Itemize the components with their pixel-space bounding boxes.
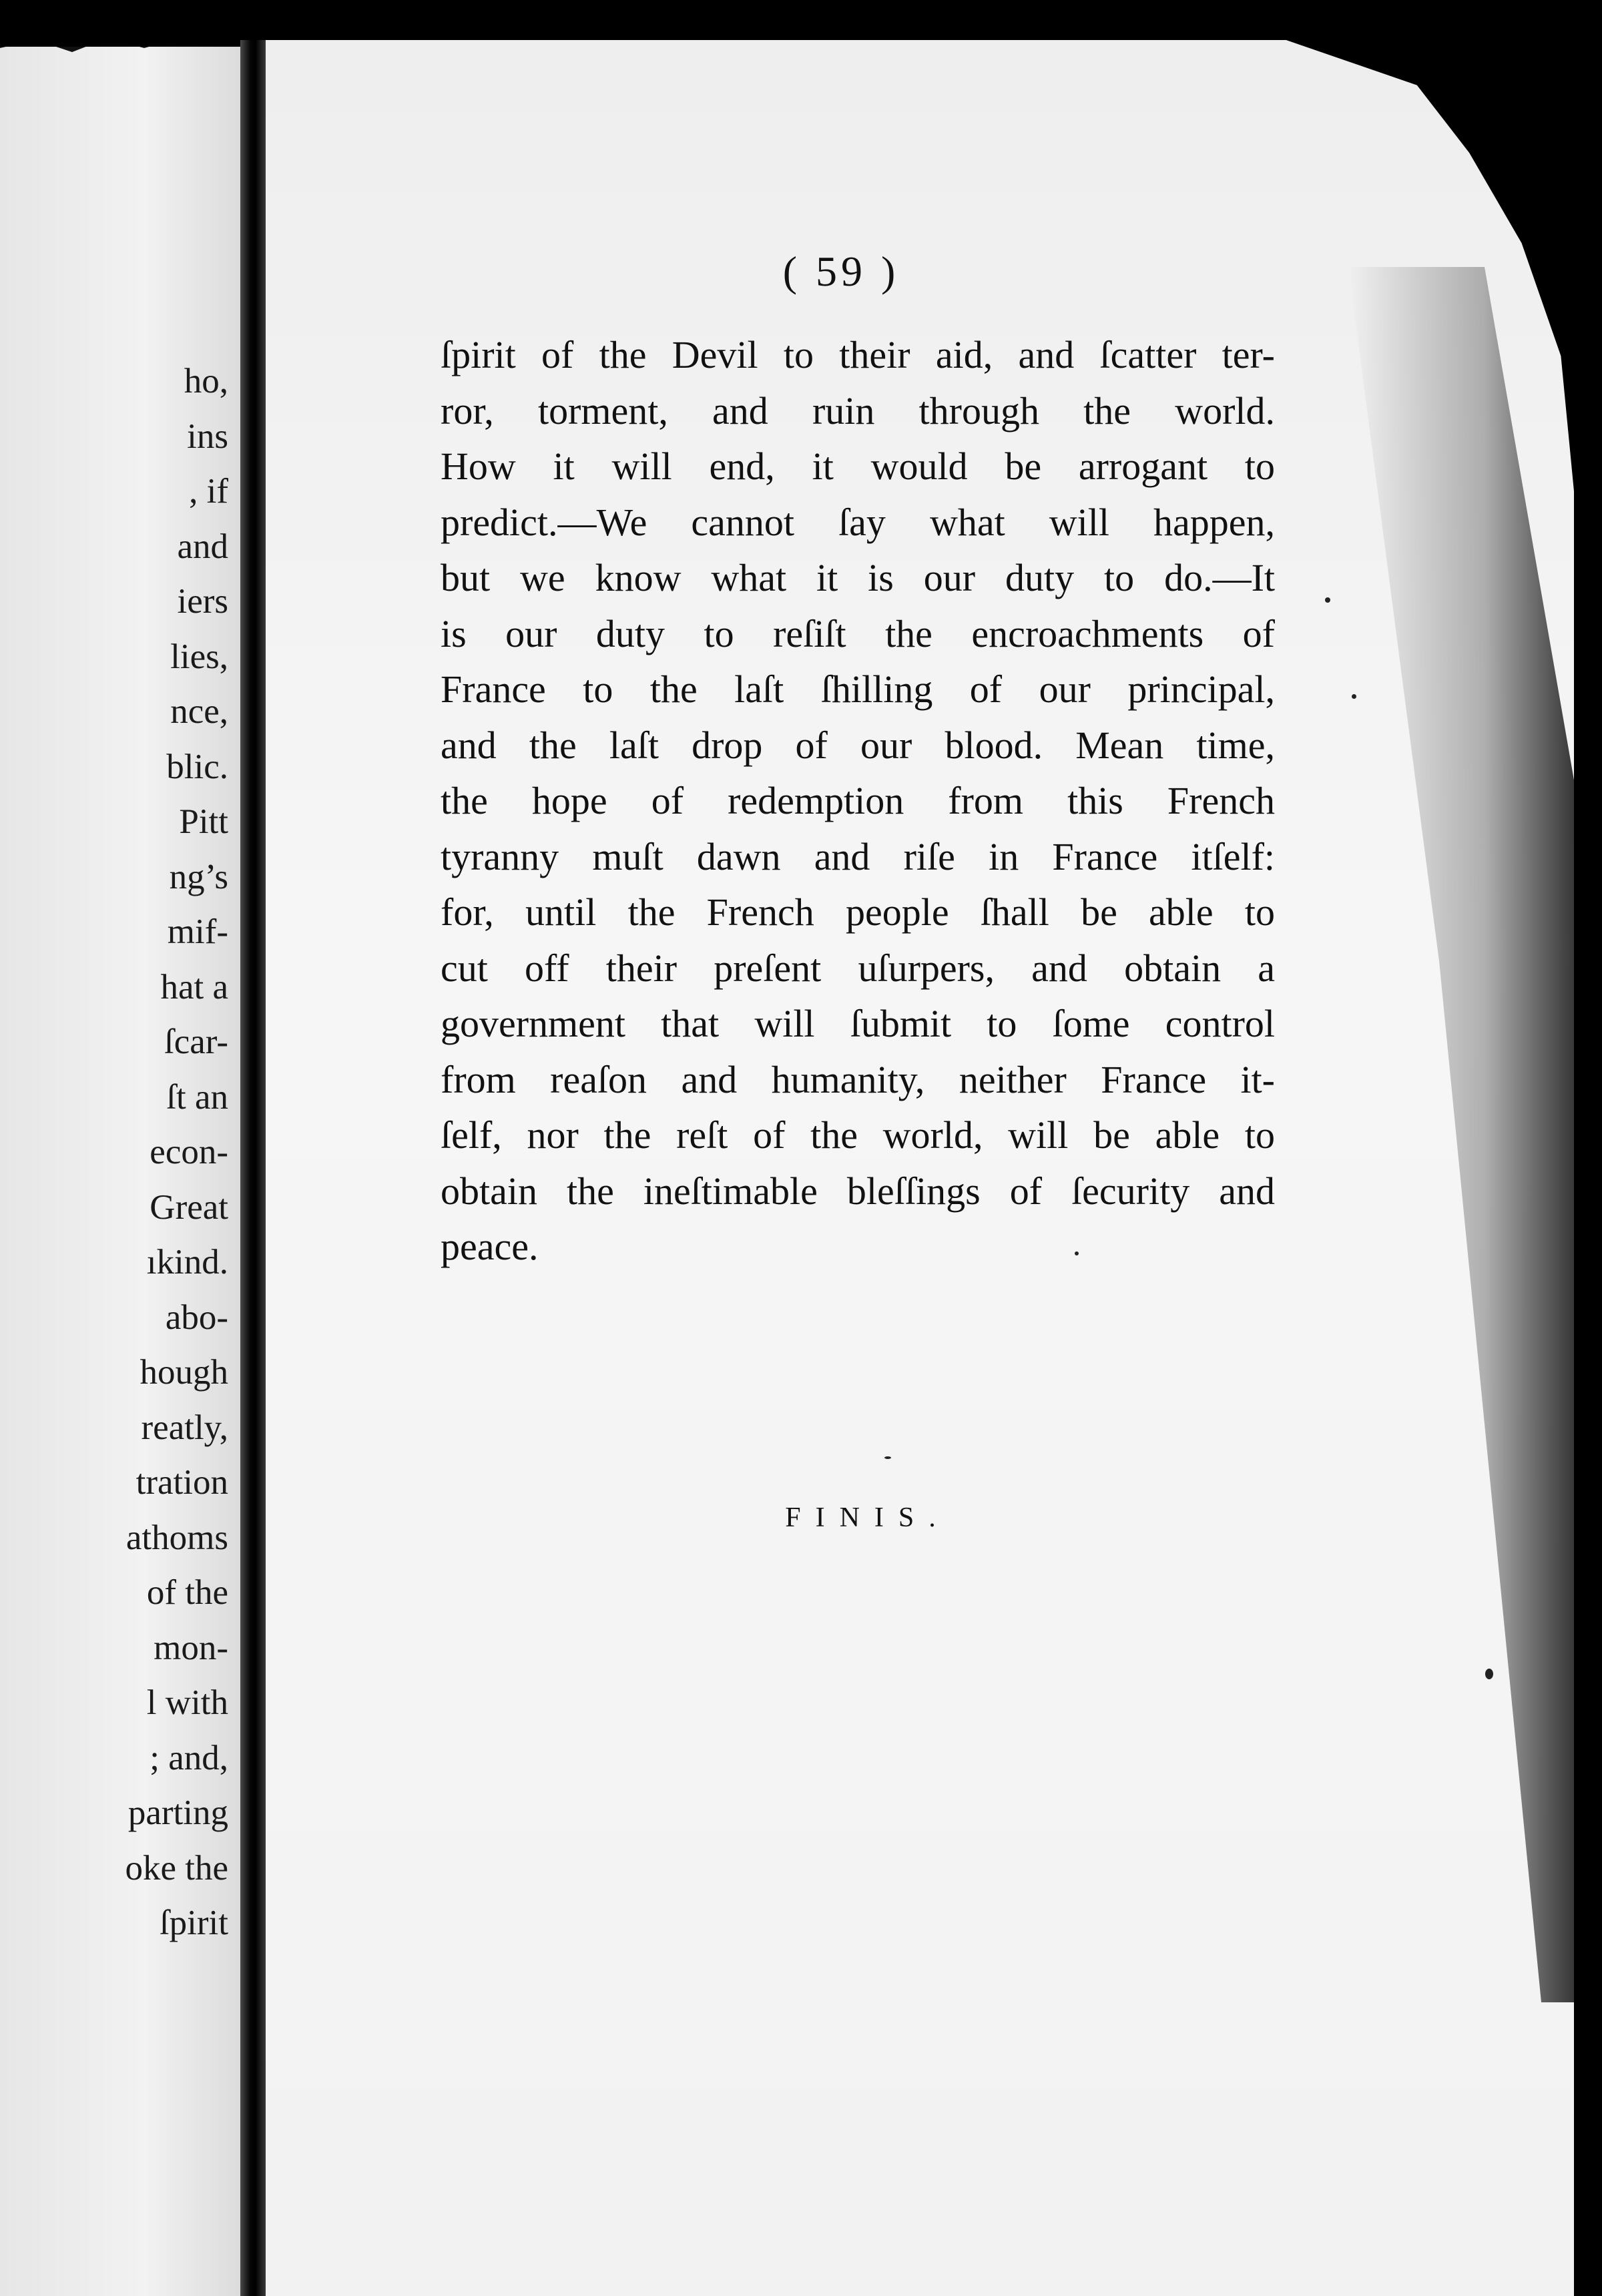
text-line: but we know what it is our duty to do.—It [441, 556, 1275, 599]
left-line: abo- [165, 1298, 228, 1337]
left-line: blic. [166, 747, 228, 786]
left-line: ho, [184, 362, 228, 400]
left-line: ins [187, 416, 228, 456]
text-line: for, until the French people ſhall be able to [441, 890, 1275, 934]
left-line: ; and, [150, 1738, 228, 1777]
left-line: ſt an [166, 1077, 228, 1117]
left-line: hat a [160, 967, 228, 1007]
ink-speck [1075, 1251, 1079, 1255]
left-line: Pitt [179, 802, 228, 841]
left-line: lies, [170, 637, 228, 676]
text-line: ſpirit of the Devil to their aid, and ſcatter ter- [441, 333, 1275, 376]
left-line: ng’s [169, 857, 228, 896]
left-line: mon- [154, 1628, 228, 1667]
left-line: ſpirit [159, 1904, 228, 1942]
left-line: ſcar- [164, 1023, 228, 1061]
left-line: and [177, 527, 228, 566]
text-line: the hope of redemption from this French [441, 779, 1275, 822]
text-line: is our duty to reſiſt the encroachments of [441, 611, 1275, 655]
left-line: nce, [170, 692, 228, 731]
ink-speck [884, 1456, 891, 1459]
text-line: obtain the ineſtimable bleſſings of ſecurity and [441, 1169, 1275, 1213]
text-line: peace. [441, 1225, 539, 1268]
scan-border [1574, 40, 1602, 2296]
page-number: ( 59 ) [782, 248, 900, 295]
text-line: predict.—We cannot ſay what will happen, [441, 500, 1275, 544]
left-line: mif- [167, 912, 228, 951]
left-line: of the [146, 1573, 228, 1612]
left-line: parting [127, 1793, 228, 1832]
text-line: ror, torment, and ruin through the world. [441, 388, 1275, 433]
text-line: tyranny muſt dawn and riſe in France itſelf: [441, 834, 1275, 878]
text-line: and the laſt drop of our blood. Mean time, [441, 723, 1275, 767]
left-line: tration [136, 1463, 228, 1502]
torn-edge [0, 47, 240, 60]
left-line: , if [189, 472, 228, 511]
left-line: ıkind. [146, 1243, 228, 1281]
left-line: l with [146, 1683, 228, 1722]
left-line: econ- [150, 1133, 228, 1171]
left-page [0, 47, 240, 2296]
text-line: France to the laſt ſhilling of our principal, [441, 667, 1275, 711]
text-line: cut off their preſent uſurpers, and obtain a [441, 946, 1275, 990]
text-line: government that will ſubmit to ſome control [441, 1002, 1275, 1045]
finis-closing: FINIS. [785, 1502, 951, 1533]
left-line: Great [150, 1187, 228, 1227]
left-line: athoms [125, 1518, 228, 1557]
ink-speck [1485, 1669, 1493, 1679]
text-line: from reaſon and humanity, neither France it- [441, 1057, 1275, 1101]
left-page-text [1, 354, 228, 1951]
book-gutter [240, 40, 266, 2296]
body-text [441, 327, 1275, 1275]
left-line: reatly, [141, 1408, 228, 1447]
left-line: iers [177, 582, 228, 621]
left-line: hough [140, 1353, 228, 1392]
ink-speck [1325, 597, 1330, 603]
ink-speck [1352, 694, 1356, 699]
text-line: ſelf, nor the reſt of the world, will be able to [441, 1113, 1275, 1157]
left-line: oke the [125, 1848, 228, 1888]
text-line: How it will end, it would be arrogant to [441, 445, 1275, 488]
